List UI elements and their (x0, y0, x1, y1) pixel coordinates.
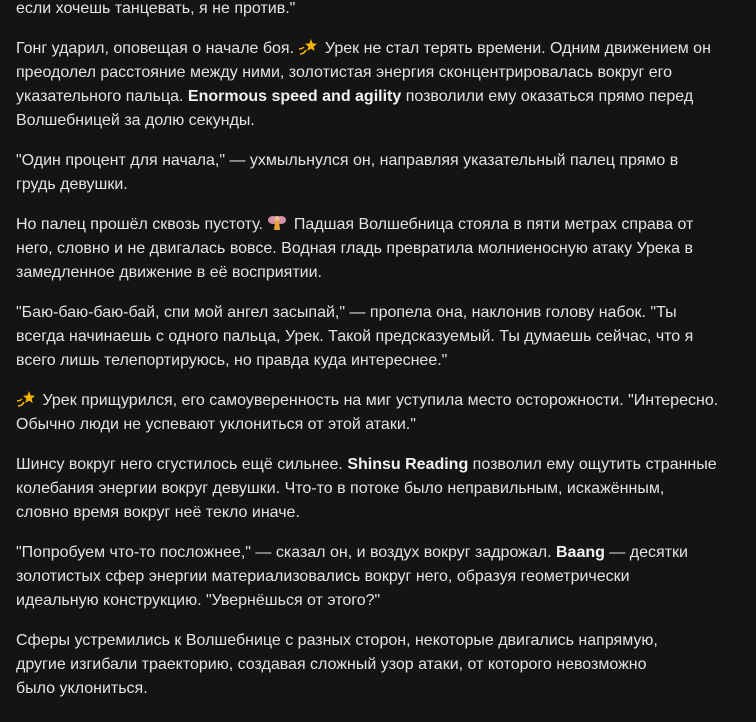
text-line: если хочешь танцевать, я не против." (16, 0, 296, 17)
text-line: всегда начинаешь с одного пальца, Урек. Такой предсказуемый. Ты думаешь сейчас, что я (16, 328, 694, 345)
paragraph-1 (16, 0, 746, 21)
paragraph-9 (16, 629, 746, 701)
message-text (16, 0, 746, 717)
paragraph-6 (16, 389, 746, 437)
text-line: было уклониться. (16, 680, 148, 697)
text-line: всего лишь телепортируюсь, но правда куда интереснее." (16, 352, 448, 369)
text-line: Обычно люди не успевают уклониться от этой атаки." (16, 416, 416, 433)
paragraph-4 (16, 213, 746, 285)
text-line: Шинсу вокруг него сгустилось ещё сильнее. Shinsu Reading позволил ему ощутить странные (16, 456, 717, 473)
text-line: преодолел расстояние между ними, золотистая энергия сконцентрировалась вокруг его (16, 64, 672, 81)
dizzy-star-icon (298, 38, 318, 56)
paragraph-3 (16, 149, 746, 197)
bold-term: Baang (556, 544, 605, 561)
fairy-icon (267, 214, 287, 232)
text-line: Сферы устремились к Волшебнице с разных сторон, некоторые двигались напрямую, (16, 632, 658, 649)
paragraph-8 (16, 541, 746, 613)
text-line: "Один процент для начала," — ухмыльнулся он, направляя указательный палец прямо в (16, 152, 679, 169)
paragraph-5 (16, 301, 746, 373)
text-line: Гонг ударил, оповещая о начале боя. Урек не стал терять времени. Одним движением он (16, 40, 711, 57)
paragraph-2 (16, 37, 746, 133)
text-line: Но палец прошёл сквозь пустоту. Падшая Волшебница стояла в пяти метрах справа от (16, 216, 694, 233)
text-line: указательного пальца. Enormous speed and agility позволили ему оказаться прямо перед (16, 88, 694, 105)
bold-term: Enormous speed and agility (187, 88, 402, 105)
dizzy-star-icon (16, 390, 36, 408)
text-line: грудь девушки. (16, 176, 128, 193)
text-line: "Попробуем что-то посложнее," — сказал он, и воздух вокруг задрожал. Baang — десятки (16, 544, 688, 561)
text-line: Урек прищурился, его самоуверенность на миг уступила место осторожности. "Интересно. (16, 389, 746, 413)
text-line: него, словно и не двигалась вовсе. Водная гладь превратила молниеносную атаку Урека в (16, 240, 693, 257)
text-line: идеальную конструкцию. "Увернёшься от этого?" (16, 592, 381, 609)
text-line: другие изгибали траекторию, создавая сложный узор атаки, от которого невозможно (16, 656, 647, 673)
bold-term: Shinsu Reading (347, 456, 469, 473)
text-line: замедленное движение в её восприятии. (16, 264, 322, 281)
text-line: словно время вокруг неё текло иначе. (16, 504, 300, 521)
text-line: колебания энергии вокруг девушки. Что-то в потоке было неправильным, искажённым, (16, 480, 665, 497)
text-line: Волшебницей за долю секунды. (16, 112, 255, 129)
text-line: "Баю-баю-баю-бай, спи мой ангел засыпай," — пропела она, наклонив голову набок. "Ты (16, 304, 677, 321)
paragraph-7 (16, 453, 746, 525)
text-line: золотистых сфер энергии материализовались вокруг него, образуя геометрически (16, 568, 630, 585)
